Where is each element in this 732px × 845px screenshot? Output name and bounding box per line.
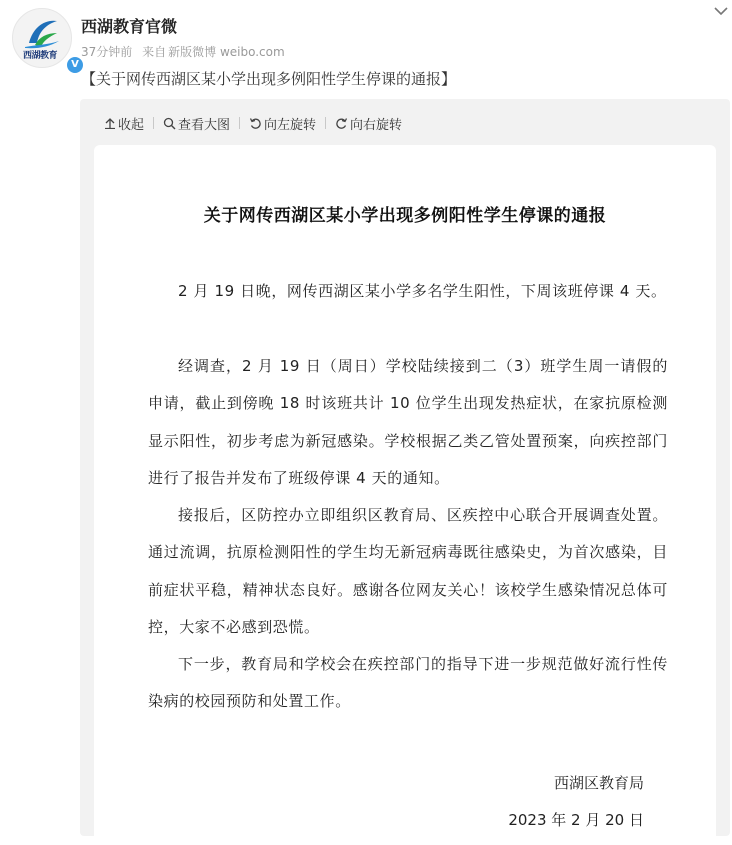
rotate-left-icon [249, 117, 262, 130]
notice-paragraph: 经调查，2 月 19 日（周日）学校陆续接到二（3）班学生周一请假的申请，截止到傍晚 18 时该班共计 10 位学生出现发热症状，在家抗原检测显示阳性，初步考虑为新冠感染。学校根据乙类乙管处置预案，向疾控部门进行了报告并发布了班级停课 4 天的通知。 [148, 357, 668, 487]
notice-signature: 西湖区教育局 [553, 774, 644, 792]
account-name[interactable]: 西湖教育官微 [81, 17, 178, 36]
post-meta [81, 43, 291, 60]
collapse-label: 收起 [118, 117, 145, 133]
magnifier-icon [163, 117, 176, 130]
view-large-label: 查看大图 [178, 117, 231, 133]
rotate-left-label: 向左旋转 [264, 117, 317, 133]
view-large-button[interactable] [163, 114, 230, 133]
notice-date: 2023 年 2 月 20 日 [508, 811, 644, 829]
rotate-right-label: 向右旋转 [350, 117, 403, 133]
arrow-up-icon [104, 117, 116, 129]
notice-title: 关于网传西湖区某小学出现多例阳性学生停课的通报 [203, 206, 607, 226]
avatar-logo-text: 西湖教育 [23, 51, 58, 61]
xihu-education-logo-icon [23, 15, 61, 49]
post-source[interactable]: 新版微博 weibo.com [168, 45, 285, 59]
toolbar-divider [153, 117, 154, 129]
notice-paragraph: 下一步，教育局和学校会在疾控部门的指导下进一步规范做好流行性传染病的校园预防和处置工作。 [148, 655, 668, 711]
toolbar-divider [325, 117, 326, 129]
collapse-button[interactable] [104, 114, 144, 133]
post-time[interactable]: 37分钟前 [81, 45, 133, 59]
rotate-right-icon [335, 117, 348, 130]
toolbar-divider [239, 117, 240, 129]
avatar[interactable] [12, 8, 79, 70]
image-viewer-panel [80, 99, 730, 836]
chevron-down-icon[interactable] [712, 2, 730, 20]
notice-paragraph: 2 月 19 日晚，网传西湖区某小学多名学生阳性，下周该班停课 4 天。 [178, 282, 667, 300]
rotate-left-button[interactable] [249, 114, 316, 133]
image-toolbar [104, 113, 402, 133]
notice-paragraph: 接报后，区防控办立即组织区教育局、区疾控中心联合开展调查处置。通过流调，抗原检测阳性的学生均无新冠病毒既往感染史，为首次感染，目前症状平稳，精神状态良好。感谢各位网友关心！该校学生感染情况总体可控，大家不必感到恐慌。 [148, 506, 668, 636]
post-text: 【关于网传西湖区某小学出现多例阳性学生停课的通报】 [81, 70, 457, 88]
source-prefix: 来自 [142, 45, 167, 59]
notice-image[interactable] [94, 145, 716, 845]
rotate-right-button[interactable] [335, 114, 402, 133]
verified-badge-icon: V [65, 55, 85, 75]
